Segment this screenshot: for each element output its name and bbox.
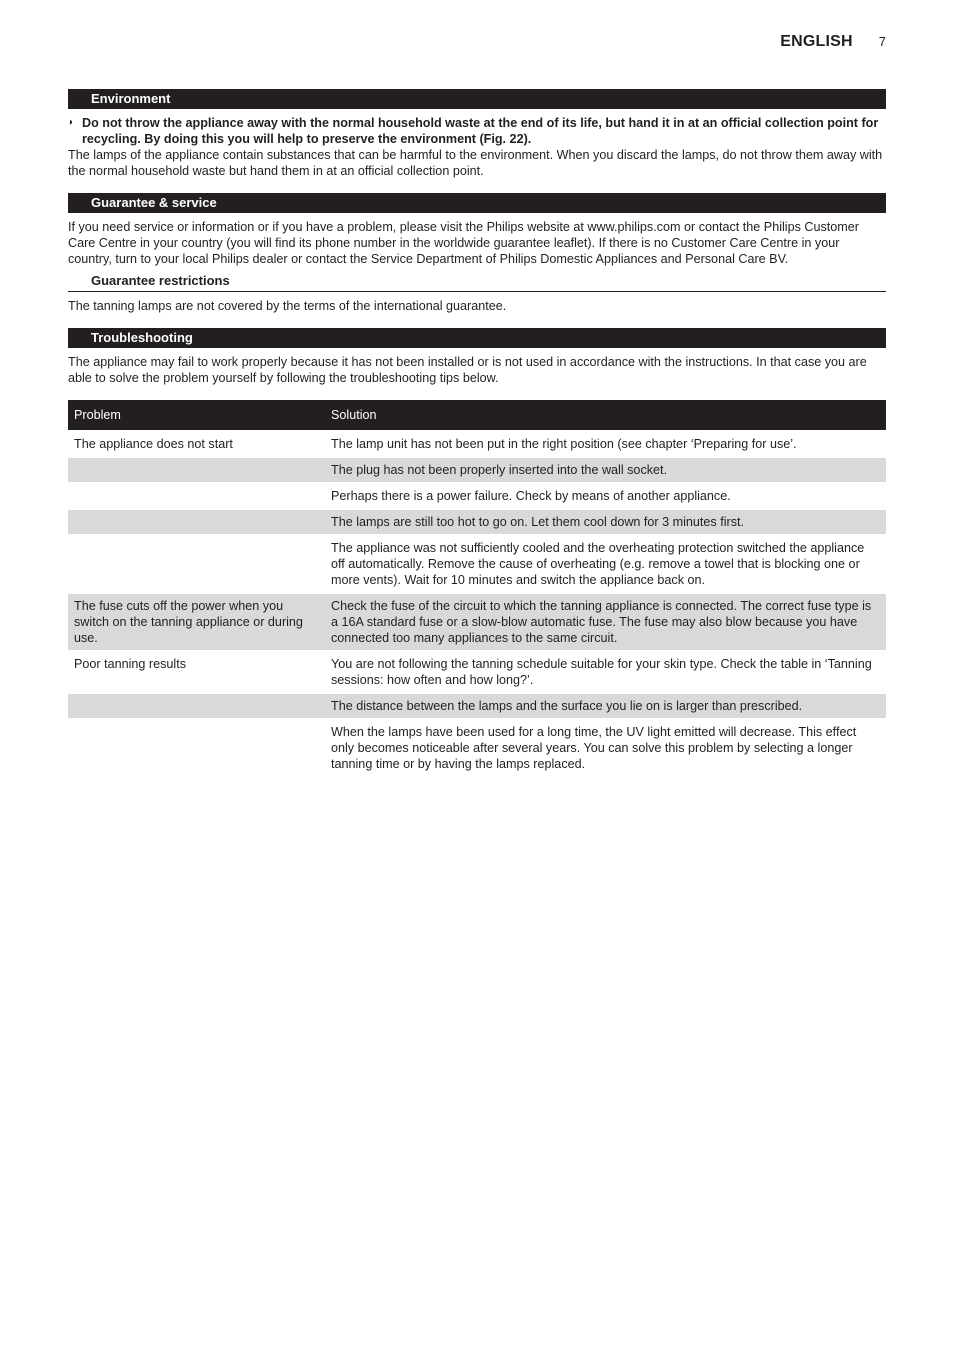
section-title-troubleshooting: Troubleshooting: [68, 328, 886, 348]
column-header-solution: Solution: [325, 400, 886, 431]
problem-cell: [68, 509, 325, 535]
column-header-problem: Problem: [68, 400, 325, 431]
solution-cell: The lamp unit has not been put in the right position (see chapter ‘Preparing for use’.: [325, 431, 886, 457]
problem-cell: The appliance does not start: [68, 431, 325, 457]
guarantee-text-1: If you need service or information or if you have a problem, please visit the Philips website at: [68, 220, 588, 234]
table-row: [68, 509, 886, 535]
section-title-environment: Environment: [68, 89, 886, 109]
solution-cell: Check the fuse of the circuit to which the tanning appliance is connected. The correct fuse type is a 16A standard fuse or a slow-blow automatic fuse. The fuse may also blow because you have connected too many appliances to the same circuit.: [325, 593, 886, 651]
troubleshooting-intro: The appliance may fail to work properly because it has not been installed or is not used in accordance with the instructions. In that case you are able to solve the problem yourself by following the troubleshooting tips below.: [68, 355, 867, 385]
guarantee-restrictions-text: The tanning lamps are not covered by the terms of the international guarantee.: [68, 299, 507, 313]
table-row: [68, 693, 886, 719]
problem-cell: The fuse cuts off the power when you switch on the tanning appliance or during use.: [68, 593, 325, 651]
guarantee-paragraph: [68, 219, 886, 267]
table-header-row: [68, 400, 886, 431]
solution-cell: The appliance was not sufficiently cooled and the overheating protection switched the appliance off automatically. Remove the cause of overheating (e.g. remove a towel that is blocking one or more vents). Wait for 10 minutes and switch the appliance back on.: [325, 535, 886, 593]
philips-website-link[interactable]: www.philips.com: [587, 220, 681, 234]
section-title-guarantee: Guarantee & service: [68, 193, 886, 213]
solution-cell: The distance between the lamps and the surface you lie on is larger than prescribed.: [325, 693, 886, 719]
environment-bullet-text: Do not throw the appliance away with the normal household waste at the end of its life, but hand it in at an official collection point for recycling. By doing this you will help to preserve the environment (Fig. 22).: [82, 116, 879, 146]
solution-cell: When the lamps have been used for a long time, the UV light emitted will decrease. This effect only becomes noticeable after several years. You can solve this problem by selecting a longer tanning time or by having the lamps replaced.: [325, 719, 886, 776]
guarantee-restrictions-heading: Guarantee restrictions: [68, 273, 886, 292]
environment-bullet: [68, 115, 886, 147]
page-number: 7: [878, 34, 886, 49]
page-header: [780, 33, 886, 51]
problem-cell: Poor tanning results: [68, 651, 325, 693]
environment-paragraph: The lamps of the appliance contain substances that can be harmful to the environment. When you discard the lamps, do not throw them away with the normal household waste but hand them in at an official collection point.: [68, 148, 883, 178]
table-row: [68, 535, 886, 593]
problem-cell: [68, 457, 325, 483]
troubleshooting-table: [68, 400, 886, 776]
solution-cell: The lamps are still too hot to go on. Let them cool down for 3 minutes first.: [325, 509, 886, 535]
problem-cell: [68, 693, 325, 719]
problem-cell: [68, 535, 325, 593]
table-row: [68, 593, 886, 651]
problem-cell: [68, 483, 325, 509]
problem-cell: [68, 719, 325, 776]
solution-cell: Perhaps there is a power failure. Check by means of another appliance.: [325, 483, 886, 509]
solution-cell: You are not following the tanning schedule suitable for your skin type. Check the table in ‘Tanning sessions: how often and how long?’.: [325, 651, 886, 693]
solution-cell: The plug has not been properly inserted into the wall socket.: [325, 457, 886, 483]
language-label: ENGLISH: [780, 33, 853, 50]
guarantee-text-2: or contact the Philips Customer Care Centre in your country (you will find its phone number in the worldwide guarantee leaflet). If there is no Customer Care Centre in your country, turn to your local Philips dealer or contact the Service Department of Philips Domestic Appliances and Personal Care BV.: [68, 220, 859, 266]
document-body: [68, 89, 886, 776]
table-row: [68, 719, 886, 776]
table-row: [68, 457, 886, 483]
table-row: [68, 431, 886, 457]
table-row: [68, 483, 886, 509]
table-row: [68, 651, 886, 693]
bullet-icon: ◗: [68, 117, 75, 128]
